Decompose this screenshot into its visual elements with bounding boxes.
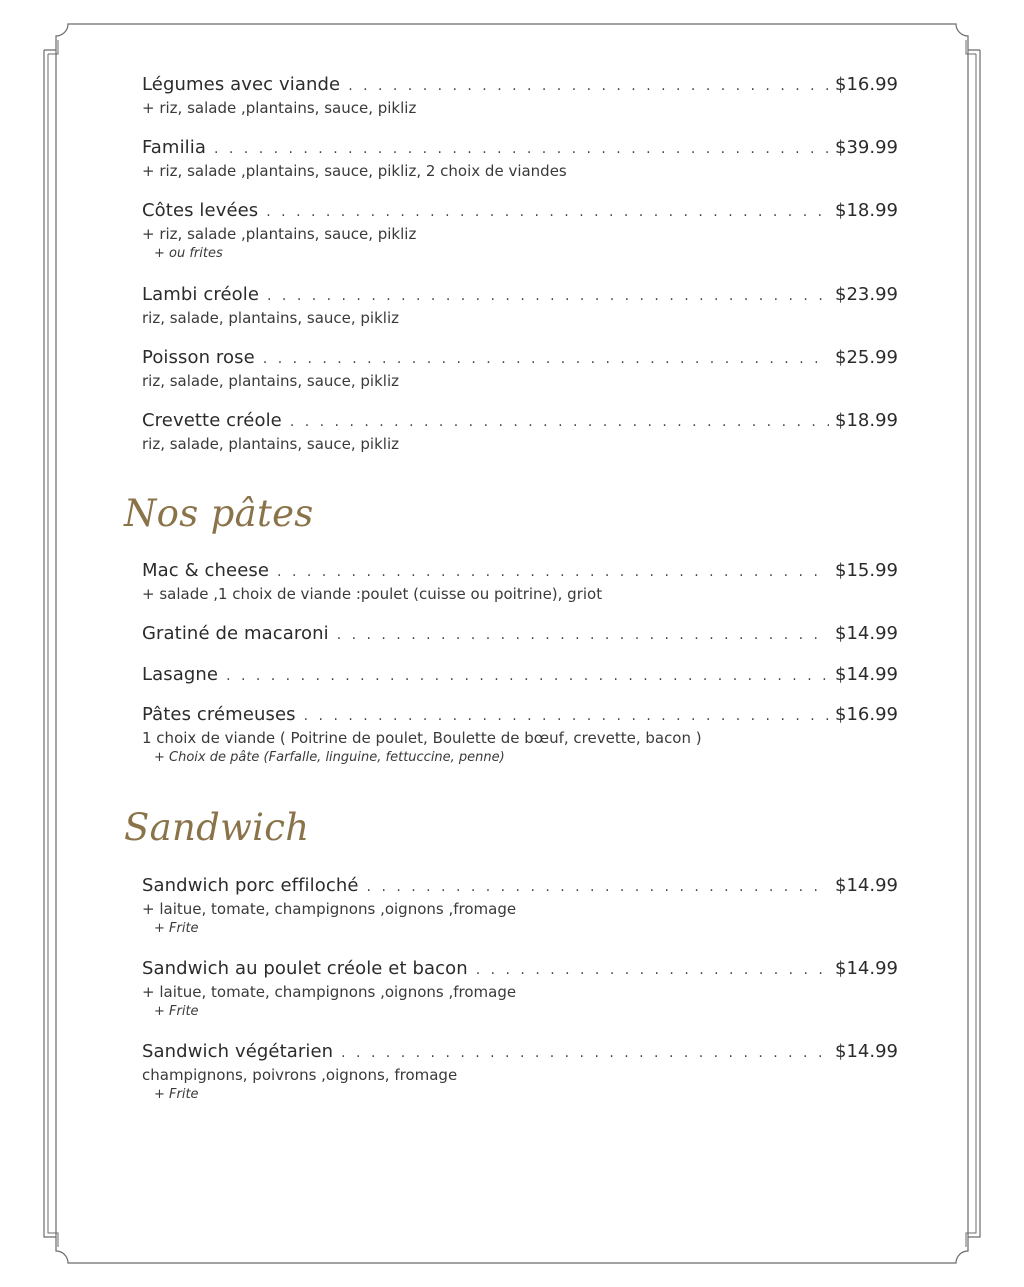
item-price: $15.99 — [835, 560, 898, 581]
item-name: Gratiné de macaroni — [142, 623, 329, 644]
section-title-pates: Nos pâtes — [124, 492, 314, 535]
item-price: $14.99 — [835, 623, 898, 644]
item-description: riz, salade, plantains, sauce, pikliz — [142, 372, 399, 390]
item-description: riz, salade, plantains, sauce, pikliz — [142, 309, 399, 327]
menu-item — [142, 137, 898, 180]
menu-item — [142, 623, 898, 647]
dot-leader — [277, 564, 829, 580]
menu-item — [142, 284, 898, 327]
item-name: Crevette créole — [142, 410, 282, 431]
menu-item — [142, 560, 898, 603]
menu-item — [142, 958, 898, 1019]
dot-leader — [226, 668, 829, 684]
dot-leader — [337, 627, 829, 643]
dot-leader — [263, 351, 829, 367]
item-name: Côtes levées — [142, 200, 259, 221]
item-description: + laitue, tomate, champignons ,oignons ,fromage — [142, 900, 517, 918]
menu-item — [142, 74, 898, 117]
menu-item — [142, 347, 898, 390]
item-name: Sandwich porc effiloché — [142, 875, 359, 896]
item-note: + ou frites — [154, 246, 223, 261]
item-name: Sandwich au poulet créole et bacon — [142, 958, 468, 979]
item-price: $18.99 — [835, 200, 898, 221]
item-name: Familia — [142, 137, 206, 158]
menu-item — [142, 410, 898, 453]
item-name: Pâtes crémeuses — [142, 704, 296, 725]
item-note: + Frite — [154, 921, 199, 936]
item-price: $16.99 — [835, 704, 898, 725]
item-description: + laitue, tomate, champignons ,oignons ,fromage — [142, 983, 517, 1001]
dot-leader — [267, 288, 829, 304]
item-description: + riz, salade ,plantains, sauce, pikliz, 2 choix de viandes — [142, 162, 567, 180]
item-price: $14.99 — [835, 875, 898, 896]
item-name: Sandwich végétarien — [142, 1041, 334, 1062]
item-description: + riz, salade ,plantains, sauce, pikliz — [142, 225, 417, 243]
item-price: $16.99 — [835, 74, 898, 95]
item-note: + Frite — [154, 1004, 199, 1019]
item-price: $14.99 — [835, 958, 898, 979]
dot-leader — [476, 962, 829, 978]
menu-item — [142, 1041, 898, 1102]
section-title-sandwich: Sandwich — [124, 806, 310, 849]
item-description: + riz, salade ,plantains, sauce, pikliz — [142, 99, 417, 117]
item-description: + salade ,1 choix de viande :poulet (cuisse ou poitrine), griot — [142, 585, 603, 603]
dot-leader — [266, 204, 829, 220]
item-name: Légumes avec viande — [142, 74, 341, 95]
dot-leader — [341, 1045, 829, 1061]
dot-leader — [367, 879, 829, 895]
menu-item — [142, 664, 898, 688]
menu-item — [142, 200, 898, 261]
item-price: $25.99 — [835, 347, 898, 368]
dot-leader — [304, 708, 829, 724]
item-description: riz, salade, plantains, sauce, pikliz — [142, 435, 399, 453]
item-price: $18.99 — [835, 410, 898, 431]
item-name: Poisson rose — [142, 347, 255, 368]
item-price: $23.99 — [835, 284, 898, 305]
item-description: champignons, poivrons ,oignons, fromage — [142, 1066, 458, 1084]
item-note: + Choix de pâte (Farfalle, linguine, fettuccine, penne) — [154, 750, 505, 765]
dot-leader — [348, 78, 829, 94]
menu-item — [142, 704, 898, 765]
item-price: $14.99 — [835, 1041, 898, 1062]
item-description: 1 choix de viande ( Poitrine de poulet, Boulette de bœuf, crevette, bacon ) — [142, 729, 702, 747]
dot-leader — [290, 414, 829, 430]
menu-item — [142, 875, 898, 936]
item-name: Lasagne — [142, 664, 219, 685]
item-note: + Frite — [154, 1087, 199, 1102]
item-price: $14.99 — [835, 664, 898, 685]
item-price: $39.99 — [835, 137, 898, 158]
item-name: Mac & cheese — [142, 560, 270, 581]
item-name: Lambi créole — [142, 284, 260, 305]
dot-leader — [214, 141, 829, 157]
